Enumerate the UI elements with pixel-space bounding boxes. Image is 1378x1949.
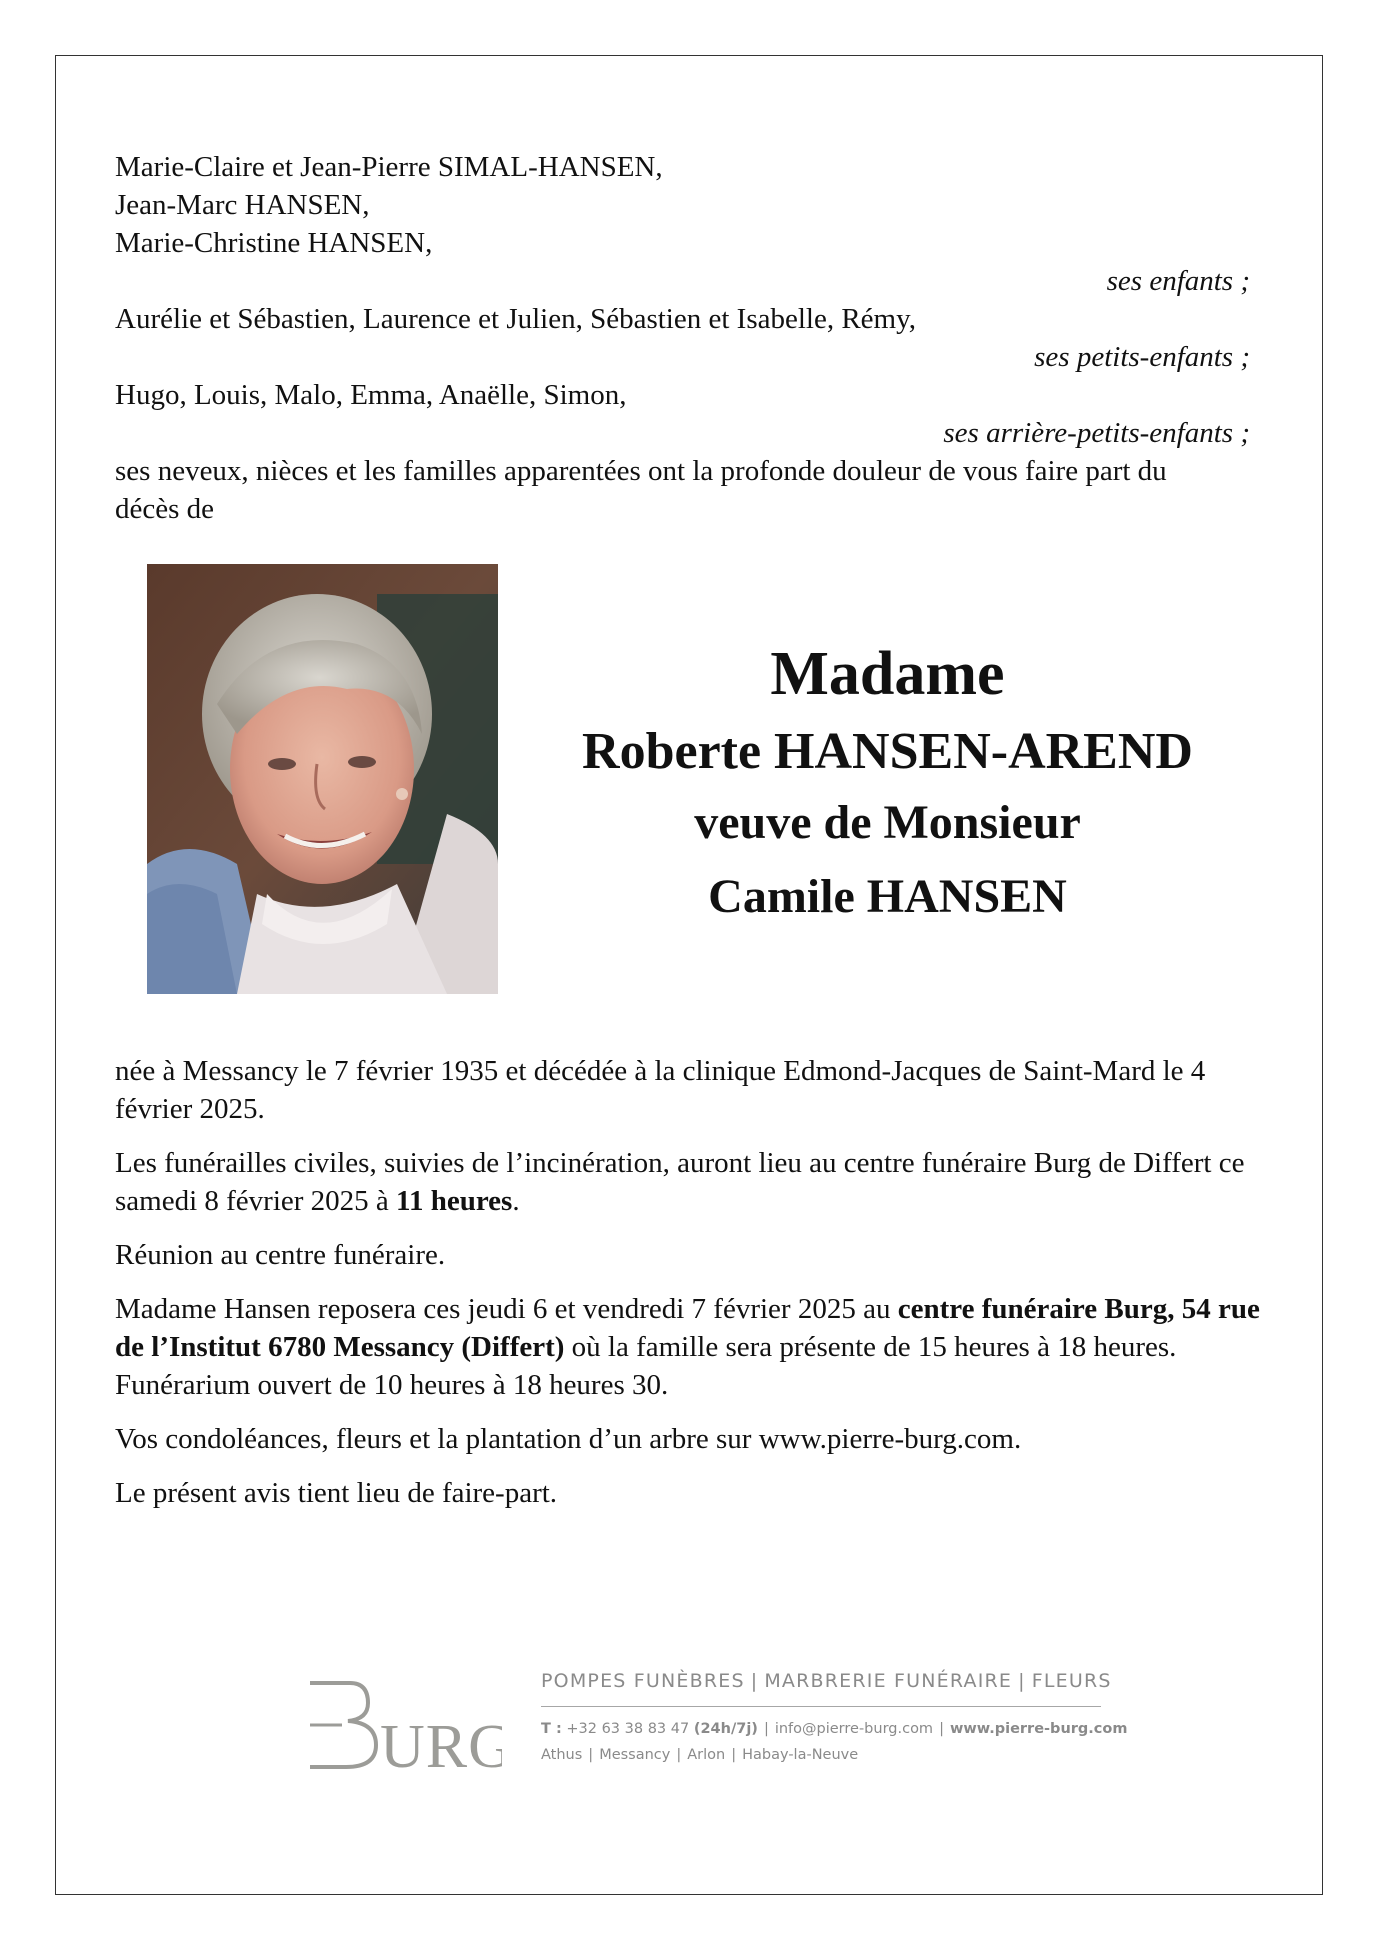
- phone-label: T :: [541, 1721, 562, 1737]
- rest-place: centre funéraire Burg, 54 rue de l’Institut 6780 Messancy (Differt): [115, 1293, 1260, 1363]
- svg-text:URG: URG: [380, 1713, 502, 1775]
- deceased-name: Roberte HANSEN-AREND: [582, 723, 1193, 780]
- funeral-paragraph: [115, 1144, 1285, 1220]
- birth-death-text: née à Messancy le 7 février 1935 et décédée à la clinique Edmond-Jacques de Saint-Mard le 4 février 2025.: [115, 1055, 1206, 1125]
- funeral-text: Les funérailles civiles, suivies de l’incinération, auront lieu au centre funéraire Burg de Differt ce samedi 8 février 2025 à: [115, 1147, 1245, 1217]
- service-flowers: FLEURS: [1031, 1670, 1112, 1692]
- funeral-details: [115, 1052, 1285, 1528]
- grandchildren-line: Aurélie et Sébastien, Laurence et Julien, Sébastien et Isabelle, Rémy,: [115, 303, 916, 335]
- rest-end: où la famille sera présente de 15 heures à 18 heures. Funérarium ouvert de 10 heures à 18 heures 30.: [115, 1331, 1177, 1401]
- family-announcement: [115, 148, 1250, 528]
- services-line: POMPES FUNÈBRES | MARBRERIE FUNÉRAIRE | FLEURS: [541, 1670, 1101, 1707]
- widow-of-label: veuve de Monsieur: [694, 796, 1081, 849]
- meeting-text: Réunion au centre funéraire.: [115, 1239, 446, 1271]
- deceased-title: Madame: [770, 640, 1005, 708]
- phone-hours: (24h/7j): [693, 1721, 758, 1737]
- children-line-1: Marie-Claire et Jean-Pierre SIMAL-HANSEN,: [115, 151, 663, 183]
- funeral-time: 11 heures: [396, 1185, 513, 1217]
- great-grandchildren-line: Hugo, Louis, Malo, Emma, Anaëlle, Simon,: [115, 379, 627, 411]
- deceased-block: [520, 640, 1255, 926]
- children-line-3: Marie-Christine HANSEN,: [115, 227, 433, 259]
- funeral-end: .: [512, 1185, 520, 1217]
- city-messancy: Messancy: [599, 1747, 671, 1763]
- service-marble: MARBRERIE FUNÉRAIRE: [764, 1670, 1013, 1692]
- cities-line: Athus | Messancy | Arlon | Habay-la-Neuve: [541, 1747, 859, 1763]
- phone-number[interactable]: +32 63 38 83 47: [566, 1721, 690, 1737]
- burg-logo: [302, 1665, 502, 1775]
- city-arlon: Arlon: [687, 1747, 726, 1763]
- notice-text: Le présent avis tient lieu de faire-part.: [115, 1477, 558, 1509]
- children-line-2: Jean-Marc HANSEN,: [115, 189, 370, 221]
- company-footer: [541, 1670, 1128, 1763]
- city-athus: Athus: [541, 1747, 583, 1763]
- portrait-photo: [147, 564, 498, 994]
- spouse-name: Camile HANSEN: [708, 870, 1067, 923]
- condolences-text: Vos condoléances, fleurs et la plantation d’un arbre sur www.pierre-burg.com.: [115, 1423, 1022, 1455]
- great-grandchildren-label: ses arrière-petits-enfants ;: [943, 417, 1250, 449]
- contact-line: T : +32 63 38 83 47 (24h/7j) | info@pierre-burg.com | www.pierre-burg.com: [541, 1721, 1128, 1737]
- email-link[interactable]: info@pierre-burg.com: [774, 1721, 934, 1737]
- service-funeral: POMPES FUNÈBRES: [541, 1670, 745, 1692]
- grandchildren-label: ses petits-enfants ;: [1034, 341, 1250, 373]
- website-link[interactable]: www.pierre-burg.com: [949, 1721, 1128, 1737]
- children-label: ses enfants ;: [1106, 265, 1250, 297]
- rest-paragraph: [115, 1290, 1285, 1404]
- rest-text: Madame Hansen reposera ces jeudi 6 et vendredi 7 février 2025 au: [115, 1293, 898, 1325]
- announcement-intro: ses neveux, nièces et les familles apparentées ont la profonde douleur de vous faire part du décès de: [115, 455, 1167, 525]
- city-habay: Habay-la-Neuve: [742, 1747, 859, 1763]
